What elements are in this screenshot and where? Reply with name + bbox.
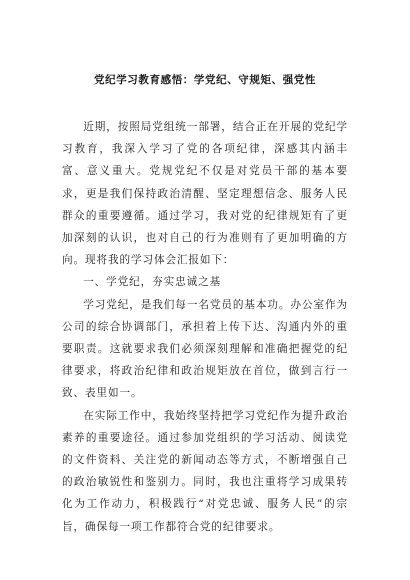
body-paragraph: 在实际工作中，我始终坚持把学习党纪作为提升政治素养的重要途径。通过参加党组织的学习活动、阅读党的文件资料、关注党的新闻动态等方式，不断增强自己的政治敏锐性和鉴别力。同时，我也注重将学习成果转化为工作动力，积极践行“对党忠诚、服务人民”的宗旨，确保每一项工作都符合党的纪律要求。	[62, 409, 348, 533]
document-title: 党纪学习教育感悟：学党纪、守规矩、强党性	[94, 74, 316, 86]
document-body	[62, 116, 348, 538]
body-paragraph: 学习党纪，是我们每一名党员的基本功。办公室作为公司的综合协调部门，承担着上传下达、沟通内外的重要职责。这就要求我们必须深刻理解和准确把握党的纪律要求，将政治纪律和政治规矩放在首位，做到言行一致、表里如一。	[62, 298, 348, 400]
intro-paragraph: 近期，按照局党组统一部署，结合正在开展的党纪学习教育，我深入学习了党的各项纪律，深感其内涵丰富、意义重大。党规党纪不仅是对党员干部的基本要求，更是我们保持政治清醒、坚定理想信念、服务人民群众的重要遵循。通过学习，我对党的纪律规矩有了更加深刻的认识，也对自己的行为准则有了更加明确的方向。现将我的学习体会汇报如下：	[62, 121, 348, 267]
section-heading: 一、学党纪，夯实忠诚之基	[83, 276, 222, 289]
